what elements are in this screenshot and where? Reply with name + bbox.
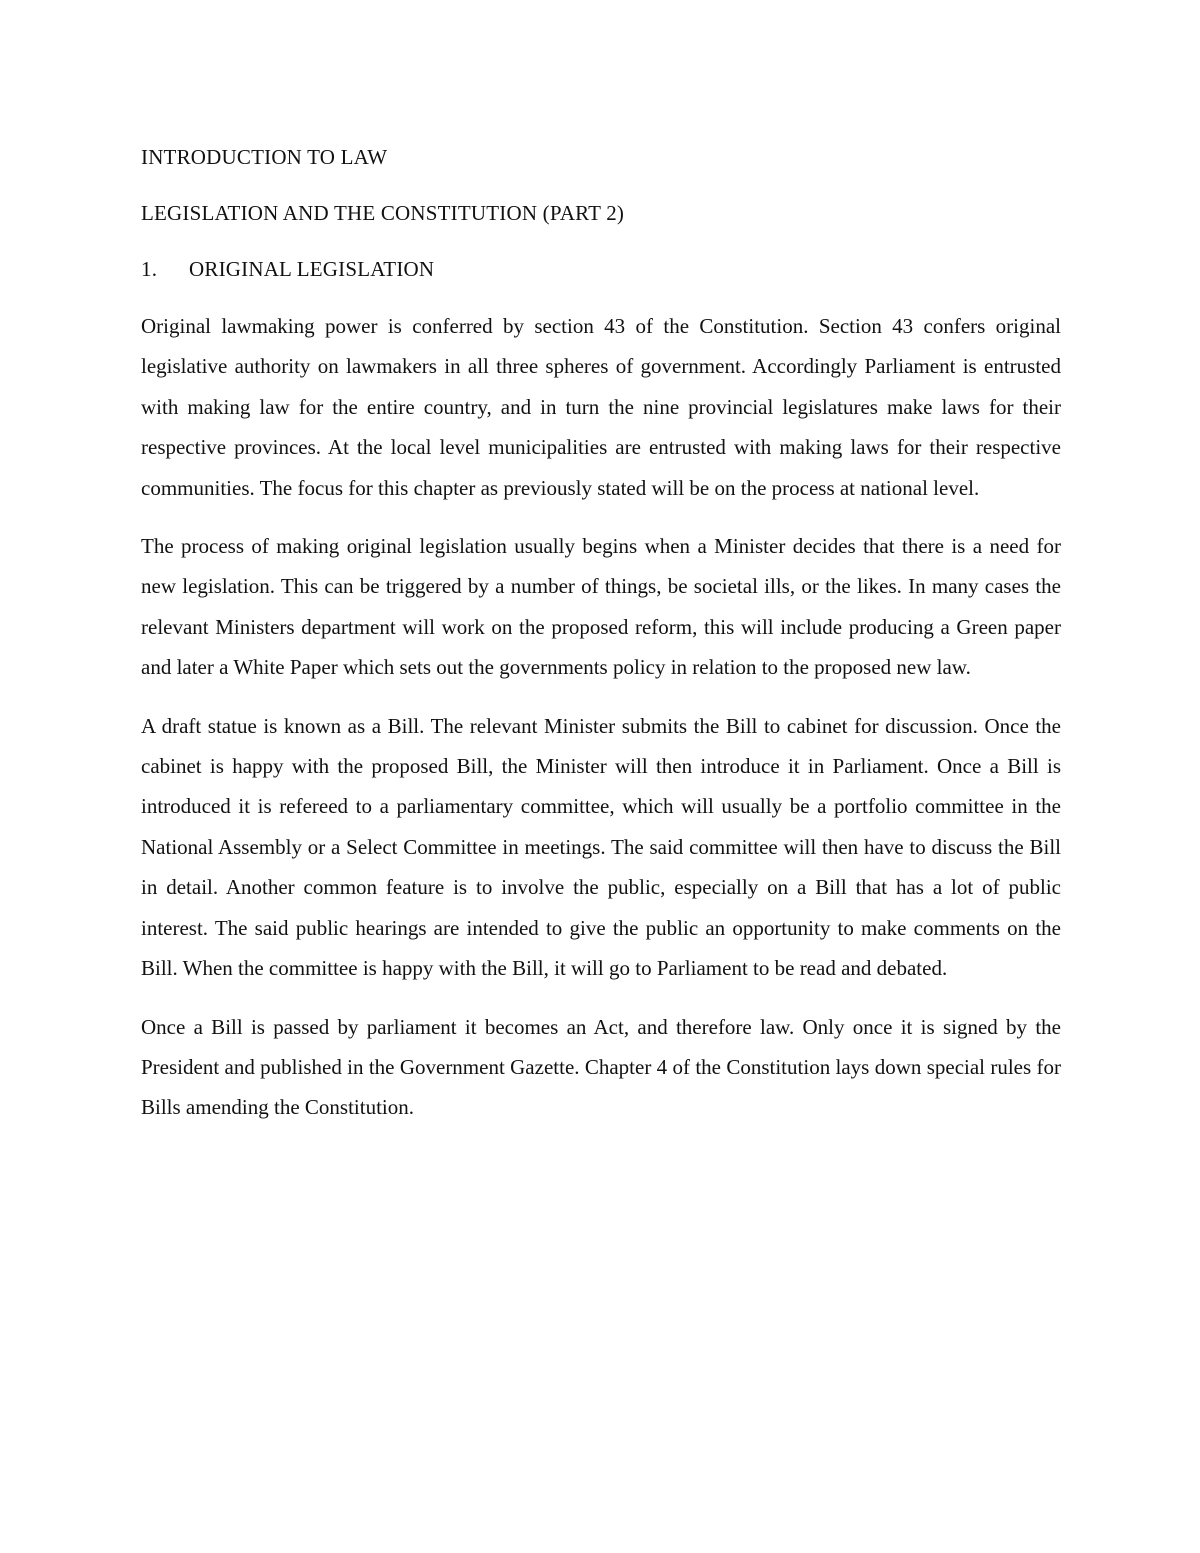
- section-heading-text: ORIGINAL LEGISLATION: [189, 257, 435, 281]
- document-body: [141, 138, 1061, 1146]
- paragraph-process-begins: The process of making original legislation usually begins when a Minister decides that there is a need for new legislation. This can be triggered by a number of things, be societal ills, or the likes. In many cases the relevant Ministers department will work on the proposed reform, this will include producing a Green paper and later a White Paper which sets out the governments policy in relation to the proposed new law.: [141, 534, 1061, 680]
- paragraph-draft-bill: A draft statue is known as a Bill. The relevant Minister submits the Bill to cabinet for discussion. Once the cabinet is happy with the proposed Bill, the Minister will then introduce it in Parliament. Once a Bill is introduced it is refereed to a parliamentary committee, which will usually be a portfolio committee in the National Assembly or a Select Committee in meetings. The said committee will then have to discuss the Bill in detail. Another common feature is to involve the public, especially on a Bill that has a lot of public interest. The said public hearings are intended to give the public an opportunity to make comments on the Bill. When the committee is happy with the Bill, it will go to Parliament to be read and debated.: [141, 713, 1061, 981]
- paragraph-original-lawmaking: Original lawmaking power is conferred by section 43 of the Constitution. Section 43 confers original legislative authority on lawmakers in all three spheres of government. Accordingly Parliament is entrusted with making law for the entire country, and in turn the nine provincial legislatures make laws for their respective provinces. At the local level municipalities are entrusted with making laws for their respective communities. The focus for this chapter as previously stated will be on the process at national level.: [141, 314, 1061, 500]
- course-title: INTRODUCTION TO LAW: [141, 145, 388, 169]
- paragraph-bill-passed: Once a Bill is passed by parliament it becomes an Act, and therefore law. Only once it is signed by the President and published in the Government Gazette. Chapter 4 of the Constitution lays down special rules for Bills amending the Constitution.: [141, 1014, 1061, 1120]
- section-heading: [141, 250, 1061, 288]
- section-number: 1.: [141, 257, 158, 281]
- document-title: LEGISLATION AND THE CONSTITUTION (PART 2): [141, 201, 625, 225]
